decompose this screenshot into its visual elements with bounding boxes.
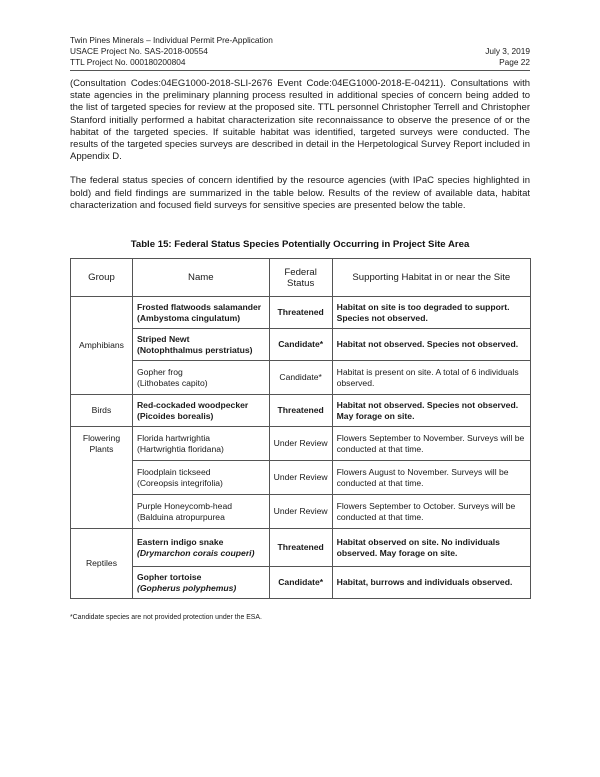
status-cell: Under Review: [269, 461, 332, 495]
species-name-cell: [132, 297, 269, 329]
document-body: [70, 78, 530, 224]
scientific-name: (Picoides borealis): [136, 410, 214, 421]
group-cell-reptiles: Reptiles: [71, 529, 133, 599]
scientific-name: (Ambystoma cingulatum): [136, 312, 241, 323]
common-name: Gopher frog: [136, 366, 183, 377]
scientific-name: (Drymarchon corais couperi): [136, 547, 255, 558]
scientific-name: (Notophthalmus perstriatus): [136, 344, 253, 355]
status-cell: Candidate*: [269, 361, 332, 395]
table-row: [71, 495, 531, 529]
species-name-cell: [132, 329, 269, 361]
habitat-cell: Habitat not observed. Species not observed.: [332, 329, 530, 361]
table-row: [71, 567, 531, 599]
page-header: [70, 35, 530, 68]
header-divider: [70, 70, 530, 71]
status-cell: Under Review: [269, 427, 332, 461]
species-name-cell: [132, 529, 269, 567]
common-name: Red-cockaded woodpecker: [136, 399, 249, 410]
status-cell: Threatened: [269, 395, 332, 427]
group-cell-birds: Birds: [71, 395, 133, 427]
habitat-cell: Habitat not observed. Species not observed. May forage on site.: [332, 395, 530, 427]
species-name-cell: [132, 395, 269, 427]
header-group: Group: [71, 259, 133, 297]
common-name: Floodplain tickseed: [136, 466, 211, 477]
species-name-cell: [132, 495, 269, 529]
common-name: Florida hartwrightia: [136, 432, 211, 443]
group-cell-flowering-plants: Flowering Plants: [71, 427, 133, 529]
scientific-name: (Balduina atropurpurea: [136, 511, 225, 522]
habitat-cell: Flowers September to November. Surveys will be conducted at that time.: [332, 427, 530, 461]
status-cell: Threatened: [269, 297, 332, 329]
species-name-cell: [132, 427, 269, 461]
table-row: [71, 427, 531, 461]
header-date: July 3, 2019: [485, 46, 530, 56]
common-name: Frosted flatwoods salamander: [136, 301, 262, 312]
habitat-cell: Habitat, burrows and individuals observed.: [332, 567, 530, 599]
table-row: [71, 361, 531, 395]
habitat-cell: Habitat observed on site. No individuals observed. May forage on site.: [332, 529, 530, 567]
paragraph-species-summary: The federal status species of concern identified by the resource agencies (with IPaC species highlighted in bold) and field findings are summarized in the table below. Results of the review of available data, habitat characterization and focused field surveys for sensitive species are presented below the table.: [70, 175, 530, 211]
table-caption: Table 15: Federal Status Species Potentially Occurring in Project Site Area: [130, 239, 470, 250]
common-name: Striped Newt: [136, 333, 190, 344]
header-name: Name: [132, 259, 269, 297]
header-page-number: Page 22: [499, 57, 530, 67]
table-row: [71, 297, 531, 329]
species-name-cell: [132, 361, 269, 395]
paragraph-consultation: (Consultation Codes:04EG1000-2018-SLI-2676 Event Code:04EG1000-2018-E-04211). Consultations with state agencies in the preliminary planning process resulted in additional species of concern being added to the list of targeted species for review at the proposed site. TTL personnel Christopher Terrell and Christopher Stanford initially performed a habitat characterization site reconnaissance to observe the presence of or the habitat of the targeted species. If suitable habitat was identified, targeted surveys were conducted. The results of the targeted species surveys are described in detail in the Herpetological Survey Report included in Appendix D.: [70, 78, 530, 163]
status-cell: Under Review: [269, 495, 332, 529]
habitat-cell: Habitat is present on site. A total of 6 individuals observed.: [332, 361, 530, 395]
scientific-name: (Lithobates capito): [136, 377, 208, 388]
header-usace-project: USACE Project No. SAS-2018-00554: [70, 46, 208, 56]
species-name-cell: [132, 461, 269, 495]
header-supporting-habitat: Supporting Habitat in or near the Site: [332, 259, 530, 297]
header-title: Twin Pines Minerals – Individual Permit Pre-Application: [70, 35, 273, 45]
common-name: Purple Honeycomb-head: [136, 500, 233, 511]
status-cell: Candidate*: [269, 567, 332, 599]
habitat-cell: Flowers August to November. Surveys will be conducted at that time.: [332, 461, 530, 495]
species-name-cell: [132, 567, 269, 599]
common-name: Eastern indigo snake: [136, 536, 224, 547]
table-row: [71, 329, 531, 361]
table-row: [71, 395, 531, 427]
species-table: [70, 258, 531, 599]
group-cell-amphibians: Amphibians: [71, 297, 133, 395]
footnote: *Candidate species are not provided protection under the ESA.: [70, 614, 262, 621]
scientific-name: (Hartwrightia floridana): [136, 443, 224, 454]
status-cell: Threatened: [269, 529, 332, 567]
table-row: [71, 461, 531, 495]
common-name: Gopher tortoise: [136, 571, 202, 582]
table-row: [71, 529, 531, 567]
header-federal-status: Federal Status: [269, 259, 332, 297]
scientific-name: (Gopherus polyphemus): [136, 582, 237, 593]
habitat-cell: Habitat on site is too degraded to support. Species not observed.: [332, 297, 530, 329]
habitat-cell: Flowers September to October. Surveys will be conducted at that time.: [332, 495, 530, 529]
table-header-row: [71, 259, 531, 297]
scientific-name: (Coreopsis integrifolia): [136, 477, 223, 488]
status-cell: Candidate*: [269, 329, 332, 361]
header-ttl-project: TTL Project No. 000180200804: [70, 57, 186, 67]
